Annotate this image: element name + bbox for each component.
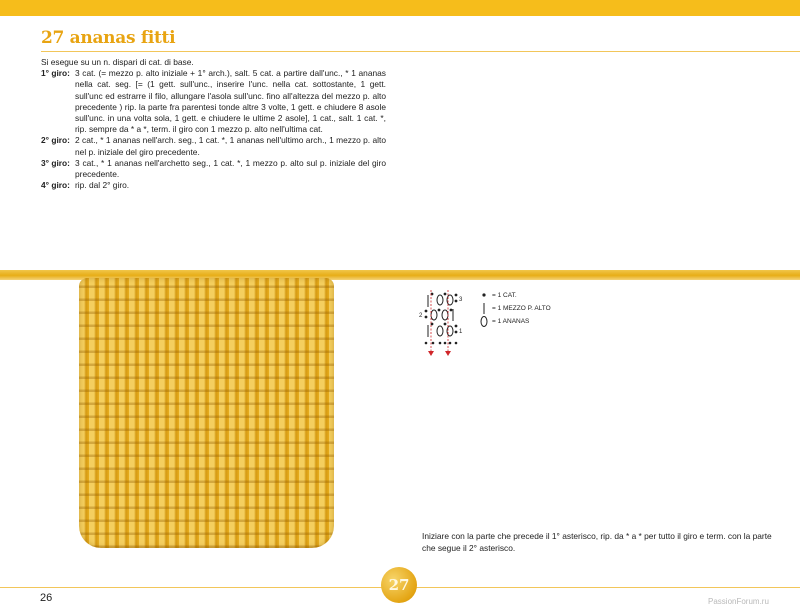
chart-legend — [479, 290, 551, 329]
top-color-band — [0, 0, 800, 16]
round-row — [41, 180, 386, 191]
round-row — [41, 68, 386, 135]
chain-symbol — [455, 300, 458, 303]
round-label: 1° giro: — [41, 68, 70, 79]
chain-symbol — [444, 323, 447, 326]
round-label: 2° giro: — [41, 135, 70, 146]
puff-stitch-symbol — [431, 310, 437, 320]
round-text: 3 cat., * 1 ananas nell'archetto seg., 1 cat. *, 1 mezzo p. alto sul p. iniziale del giro precedente. — [75, 157, 386, 180]
chain-symbol — [425, 342, 428, 345]
chain-symbol — [444, 293, 447, 296]
legend-label: = 1 MEZZO P. ALTO — [492, 305, 551, 312]
round-label: 3° giro: — [41, 157, 70, 168]
page-number: 26 — [40, 592, 53, 604]
chain-symbol — [432, 342, 435, 345]
round-row — [41, 135, 386, 157]
legend-item — [479, 303, 551, 316]
intro-text: Si esegue su un n. dispari di cat. di base. — [41, 57, 194, 67]
chain-symbol — [450, 309, 453, 312]
chain-symbol — [455, 294, 458, 297]
arrow-down-icon — [428, 351, 434, 356]
instructions-block — [41, 57, 386, 191]
legend-label: = 1 CAT. — [492, 292, 517, 299]
chain-symbol — [444, 342, 447, 345]
oval-icon — [479, 316, 490, 327]
chain-symbol — [455, 325, 458, 328]
round-text: 2 cat., * 1 ananas nell'arch. seg., 1 cat. *, 1 ananas nell'ultimo arch., 1 mezzo p. alto nel p. iniziale del giro precedente. — [75, 135, 386, 157]
chain-symbol — [438, 309, 441, 312]
chain-symbol — [425, 316, 428, 319]
puff-stitch-symbol — [437, 326, 443, 336]
puff-stitch-symbol — [447, 326, 453, 336]
chain-symbol — [449, 342, 452, 345]
row-label: 2 — [419, 313, 423, 319]
bar-icon — [479, 303, 490, 314]
dot-icon — [479, 290, 490, 301]
pattern-title: 27 ananas fitti — [41, 28, 176, 48]
repeat-note: Iniziare con la parte che precede il 1° asterisco, rip. da * a * per tutto il giro e term. con la parte che segue il 2° asterisco. — [422, 531, 772, 553]
chain-symbol — [425, 310, 428, 313]
pattern-number-badge: 27 — [381, 567, 417, 603]
puff-stitch-symbol — [447, 295, 453, 305]
round-row — [41, 158, 386, 180]
legend-item — [479, 316, 551, 329]
row-label: 3 — [459, 297, 463, 303]
watermark: PassionForum.ru — [708, 597, 769, 606]
chain-symbol — [455, 331, 458, 334]
legend-item — [479, 290, 551, 303]
crochet-swatch-photo — [79, 278, 334, 548]
puff-stitch-symbol — [437, 295, 443, 305]
puff-stitch-symbol — [442, 310, 448, 320]
round-text: rip. dal 2° giro. — [75, 180, 130, 191]
round-label: 4° giro: — [41, 180, 70, 191]
chain-symbol — [455, 342, 458, 345]
chain-symbol — [439, 342, 442, 345]
legend-label: = 1 ANANAS — [492, 318, 530, 325]
stitch-chart — [415, 288, 475, 360]
row-label: 1 — [459, 329, 463, 335]
title-divider — [41, 51, 800, 52]
round-text: 3 cat. (= mezzo p. alto iniziale + 1° arch.), salt. 5 cat. a partire dall'unc., * 1 ananas nella cat. seg. [= (1 gett. sull'unc., inserire l'unc. nella cat. sottostante, 1 gett. sull'unc ed estrarre il filo, allungare l'asola sull'unc. fino all'altezza del mezzo p. alto precedente ) rip. la parte fra parentesi tonde altre 3 volte, 1 gett. e chiudere 8 asole sull'unc. in una volta sola, 1 gett. e chiudere le ultime 2 asole], 1 cat., salt. 1 cat. *, rip. sempre da * a *, term. il giro con 1 mezzo p. alto nell'ultima cat. — [75, 68, 386, 135]
arrow-down-icon — [445, 351, 451, 356]
